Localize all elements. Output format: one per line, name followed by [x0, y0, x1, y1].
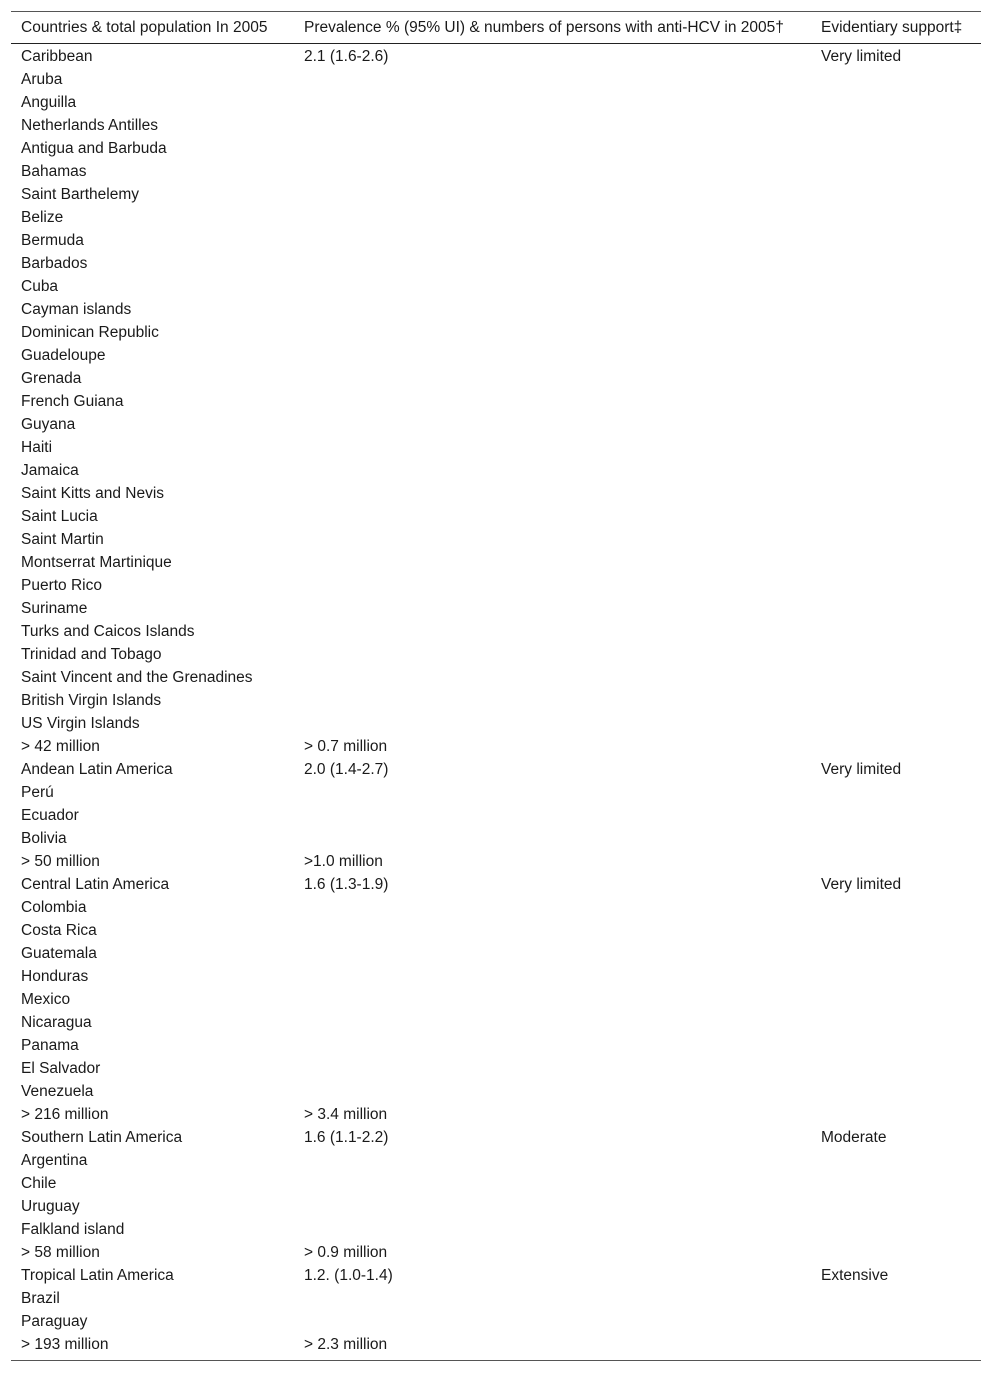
cell-country: > 216 million — [21, 1106, 109, 1123]
cell-prevalence — [294, 344, 811, 367]
table-row — [11, 344, 981, 367]
cell-evidentiary-support — [811, 68, 981, 91]
cell-prevalence — [294, 137, 811, 160]
cell-prevalence — [294, 436, 811, 459]
table-row — [11, 160, 981, 183]
cell-prevalence — [294, 206, 811, 229]
cell-country: Netherlands Antilles — [21, 117, 158, 134]
cell-prevalence — [294, 574, 811, 597]
cell-evidentiary-support — [811, 988, 981, 1011]
cell-country: Cayman islands — [21, 301, 132, 318]
table-row — [11, 1241, 981, 1264]
cell-evidentiary-support — [811, 1011, 981, 1034]
table-row — [11, 735, 981, 758]
table-row — [11, 229, 981, 252]
table-row — [11, 827, 981, 850]
table-row — [11, 1149, 981, 1172]
cell-country: Mexico — [21, 991, 71, 1008]
cell-country: Colombia — [21, 899, 87, 916]
cell-prevalence — [294, 390, 811, 413]
cell-country: Chile — [21, 1175, 57, 1192]
cell-country: Guatemala — [21, 945, 97, 962]
cell-prevalence — [294, 252, 811, 275]
cell-country: El Salvador — [21, 1060, 101, 1077]
cell-evidentiary-support: Extensive — [821, 1267, 889, 1284]
cell-country: Saint Kitts and Nevis — [21, 485, 165, 502]
table-row — [11, 896, 981, 919]
cell-country: Bahamas — [21, 163, 87, 180]
cell-evidentiary-support — [811, 1103, 981, 1126]
cell-prevalence — [294, 965, 811, 988]
table-row — [11, 850, 981, 873]
cell-prevalence — [294, 229, 811, 252]
cell-prevalence — [294, 1034, 811, 1057]
cell-country: Honduras — [21, 968, 89, 985]
cell-evidentiary-support — [811, 781, 981, 804]
table-row — [11, 1287, 981, 1310]
table-row — [11, 666, 981, 689]
table-row — [11, 68, 981, 91]
cell-evidentiary-support — [811, 919, 981, 942]
cell-country: Turks and Caicos Islands — [21, 623, 195, 640]
cell-country: Paraguay — [21, 1313, 88, 1330]
cell-evidentiary-support — [811, 459, 981, 482]
cell-country: Costa Rica — [21, 922, 97, 939]
cell-prevalence: > 0.7 million — [304, 738, 388, 755]
cell-evidentiary-support — [811, 367, 981, 390]
cell-evidentiary-support — [811, 666, 981, 689]
cell-prevalence — [294, 1149, 811, 1172]
cell-evidentiary-support — [811, 942, 981, 965]
hcv-prevalence-table — [11, 11, 981, 1361]
cell-country: Guyana — [21, 416, 76, 433]
table-row — [11, 321, 981, 344]
cell-evidentiary-support: Very limited — [821, 876, 902, 893]
cell-evidentiary-support — [811, 1149, 981, 1172]
table-row — [11, 459, 981, 482]
cell-country: Saint Vincent and the Grenadines — [21, 669, 253, 686]
cell-country: Suriname — [21, 600, 88, 617]
cell-evidentiary-support — [811, 551, 981, 574]
cell-evidentiary-support — [811, 735, 981, 758]
cell-prevalence — [294, 1195, 811, 1218]
cell-prevalence — [294, 988, 811, 1011]
cell-country: > 42 million — [21, 738, 100, 755]
cell-evidentiary-support — [811, 390, 981, 413]
cell-prevalence — [294, 896, 811, 919]
cell-country: > 58 million — [21, 1244, 100, 1261]
cell-evidentiary-support — [811, 1172, 981, 1195]
cell-country: Aruba — [21, 71, 63, 88]
cell-country: Andean Latin America — [21, 761, 173, 778]
cell-evidentiary-support — [811, 574, 981, 597]
cell-prevalence — [294, 275, 811, 298]
cell-country: Barbados — [21, 255, 88, 272]
table-row — [11, 505, 981, 528]
table-body — [11, 44, 981, 1361]
table-row — [11, 413, 981, 436]
cell-prevalence — [294, 551, 811, 574]
cell-country: Dominican Republic — [21, 324, 159, 341]
table-row — [11, 1264, 981, 1287]
cell-evidentiary-support: Very limited — [821, 48, 902, 65]
cell-evidentiary-support — [811, 712, 981, 735]
cell-prevalence — [294, 1080, 811, 1103]
table-row — [11, 551, 981, 574]
cell-evidentiary-support — [811, 1333, 981, 1361]
cell-evidentiary-support — [811, 1310, 981, 1333]
table-row — [11, 712, 981, 735]
cell-evidentiary-support — [811, 1195, 981, 1218]
cell-prevalence: >1.0 million — [304, 853, 383, 870]
cell-evidentiary-support — [811, 528, 981, 551]
cell-country: Bermuda — [21, 232, 84, 249]
table-row — [11, 1080, 981, 1103]
cell-country: Ecuador — [21, 807, 79, 824]
cell-country: British Virgin Islands — [21, 692, 162, 709]
table-row — [11, 1057, 981, 1080]
cell-prevalence — [294, 160, 811, 183]
table-row — [11, 919, 981, 942]
table-row — [11, 390, 981, 413]
cell-prevalence — [294, 919, 811, 942]
table-row — [11, 1333, 981, 1361]
table-row — [11, 643, 981, 666]
cell-country: Saint Lucia — [21, 508, 98, 525]
cell-country: Antigua and Barbuda — [21, 140, 167, 157]
cell-country: Uruguay — [21, 1198, 80, 1215]
cell-evidentiary-support — [811, 160, 981, 183]
cell-prevalence: > 3.4 million — [304, 1106, 388, 1123]
table-row — [11, 620, 981, 643]
cell-prevalence — [294, 1011, 811, 1034]
table-row — [11, 574, 981, 597]
cell-country: Montserrat Martinique — [21, 554, 172, 571]
cell-evidentiary-support — [811, 344, 981, 367]
cell-prevalence — [294, 643, 811, 666]
table-row — [11, 988, 981, 1011]
cell-country: Caribbean — [21, 48, 93, 65]
cell-prevalence: 2.1 (1.6-2.6) — [304, 48, 389, 65]
cell-country: Jamaica — [21, 462, 79, 479]
cell-prevalence — [294, 689, 811, 712]
table-header — [11, 12, 981, 44]
cell-prevalence: 1.6 (1.1-2.2) — [304, 1129, 389, 1146]
cell-evidentiary-support — [811, 206, 981, 229]
table-row — [11, 942, 981, 965]
table-container — [11, 11, 981, 1361]
cell-evidentiary-support — [811, 896, 981, 919]
cell-prevalence — [294, 114, 811, 137]
table-row — [11, 367, 981, 390]
cell-prevalence — [294, 367, 811, 390]
cell-evidentiary-support — [811, 620, 981, 643]
header-countries: Countries & total population In 2005 — [11, 12, 294, 44]
cell-evidentiary-support: Very limited — [821, 761, 902, 778]
cell-evidentiary-support — [811, 505, 981, 528]
cell-evidentiary-support — [811, 482, 981, 505]
cell-prevalence — [294, 712, 811, 735]
cell-evidentiary-support — [811, 1080, 981, 1103]
cell-evidentiary-support — [811, 252, 981, 275]
cell-prevalence — [294, 827, 811, 850]
cell-evidentiary-support — [811, 1034, 981, 1057]
table-row — [11, 206, 981, 229]
cell-prevalence — [294, 1310, 811, 1333]
cell-country: Central Latin America — [21, 876, 170, 893]
cell-country: Falkland island — [21, 1221, 125, 1238]
table-row — [11, 1195, 981, 1218]
cell-prevalence — [294, 413, 811, 436]
cell-prevalence — [294, 1218, 811, 1241]
cell-evidentiary-support — [811, 850, 981, 873]
cell-prevalence: > 2.3 million — [304, 1336, 388, 1353]
table-row — [11, 758, 981, 781]
cell-evidentiary-support — [811, 91, 981, 114]
cell-evidentiary-support — [811, 643, 981, 666]
table-row — [11, 1172, 981, 1195]
cell-prevalence — [294, 528, 811, 551]
cell-country: > 193 million — [21, 1336, 109, 1353]
cell-evidentiary-support: Moderate — [821, 1129, 887, 1146]
cell-country: Brazil — [21, 1290, 60, 1307]
table-row — [11, 781, 981, 804]
cell-evidentiary-support — [811, 1241, 981, 1264]
cell-prevalence — [294, 183, 811, 206]
cell-country: French Guiana — [21, 393, 124, 410]
cell-evidentiary-support — [811, 229, 981, 252]
table-row — [11, 252, 981, 275]
cell-evidentiary-support — [811, 597, 981, 620]
cell-country: Guadeloupe — [21, 347, 106, 364]
cell-country: Panama — [21, 1037, 79, 1054]
table-row — [11, 298, 981, 321]
cell-prevalence: > 0.9 million — [304, 1244, 388, 1261]
cell-evidentiary-support — [811, 183, 981, 206]
cell-country: Cuba — [21, 278, 59, 295]
cell-prevalence — [294, 321, 811, 344]
table-row — [11, 91, 981, 114]
cell-evidentiary-support — [811, 1287, 981, 1310]
table-row — [11, 804, 981, 827]
cell-country: Bolivia — [21, 830, 67, 847]
cell-prevalence — [294, 620, 811, 643]
cell-prevalence — [294, 91, 811, 114]
cell-prevalence: 1.2. (1.0-1.4) — [304, 1267, 393, 1284]
table-row — [11, 137, 981, 160]
table-row — [11, 873, 981, 896]
cell-country: Venezuela — [21, 1083, 94, 1100]
cell-country: Tropical Latin America — [21, 1267, 174, 1284]
cell-prevalence — [294, 1172, 811, 1195]
cell-evidentiary-support — [811, 1057, 981, 1080]
cell-prevalence — [294, 597, 811, 620]
cell-prevalence — [294, 68, 811, 91]
table-row — [11, 965, 981, 988]
cell-evidentiary-support — [811, 436, 981, 459]
cell-prevalence: 1.6 (1.3-1.9) — [304, 876, 389, 893]
cell-evidentiary-support — [811, 413, 981, 436]
cell-country: Haiti — [21, 439, 53, 456]
cell-prevalence — [294, 482, 811, 505]
cell-prevalence — [294, 1057, 811, 1080]
cell-country: > 50 million — [21, 853, 100, 870]
cell-evidentiary-support — [811, 804, 981, 827]
cell-country: Southern Latin America — [21, 1129, 183, 1146]
cell-country: Saint Martin — [21, 531, 104, 548]
cell-country: Perú — [21, 784, 54, 801]
table-row — [11, 1126, 981, 1149]
table-row — [11, 183, 981, 206]
cell-prevalence: 2.0 (1.4-2.7) — [304, 761, 389, 778]
header-row — [11, 12, 981, 44]
cell-country: Grenada — [21, 370, 82, 387]
cell-country: Saint Barthelemy — [21, 186, 140, 203]
cell-country: Puerto Rico — [21, 577, 102, 594]
table-row — [11, 436, 981, 459]
cell-evidentiary-support — [811, 298, 981, 321]
cell-evidentiary-support — [811, 321, 981, 344]
cell-prevalence — [294, 505, 811, 528]
table-row — [11, 275, 981, 298]
cell-evidentiary-support — [811, 1218, 981, 1241]
table-row — [11, 597, 981, 620]
table-row — [11, 482, 981, 505]
table-row — [11, 1011, 981, 1034]
table-row — [11, 689, 981, 712]
cell-prevalence — [294, 666, 811, 689]
cell-country: Trinidad and Tobago — [21, 646, 162, 663]
cell-country: Argentina — [21, 1152, 88, 1169]
cell-country: Nicaragua — [21, 1014, 92, 1031]
cell-evidentiary-support — [811, 827, 981, 850]
table-row — [11, 1218, 981, 1241]
table-row — [11, 44, 981, 69]
cell-country: Belize — [21, 209, 64, 226]
cell-prevalence — [294, 298, 811, 321]
table-row — [11, 114, 981, 137]
cell-evidentiary-support — [811, 137, 981, 160]
cell-prevalence — [294, 781, 811, 804]
cell-prevalence — [294, 942, 811, 965]
table-row — [11, 1034, 981, 1057]
table-row — [11, 1103, 981, 1126]
cell-country: Anguilla — [21, 94, 77, 111]
cell-evidentiary-support — [811, 965, 981, 988]
cell-evidentiary-support — [811, 114, 981, 137]
cell-evidentiary-support — [811, 689, 981, 712]
table-row — [11, 1310, 981, 1333]
header-evidentiary-support: Evidentiary support‡ — [811, 12, 981, 44]
cell-prevalence — [294, 804, 811, 827]
cell-prevalence — [294, 1287, 811, 1310]
header-prevalence: Prevalence % (95% UI) & numbers of persons with anti-HCV in 2005† — [294, 12, 811, 44]
cell-country: US Virgin Islands — [21, 715, 140, 732]
cell-evidentiary-support — [811, 275, 981, 298]
cell-prevalence — [294, 459, 811, 482]
table-row — [11, 528, 981, 551]
